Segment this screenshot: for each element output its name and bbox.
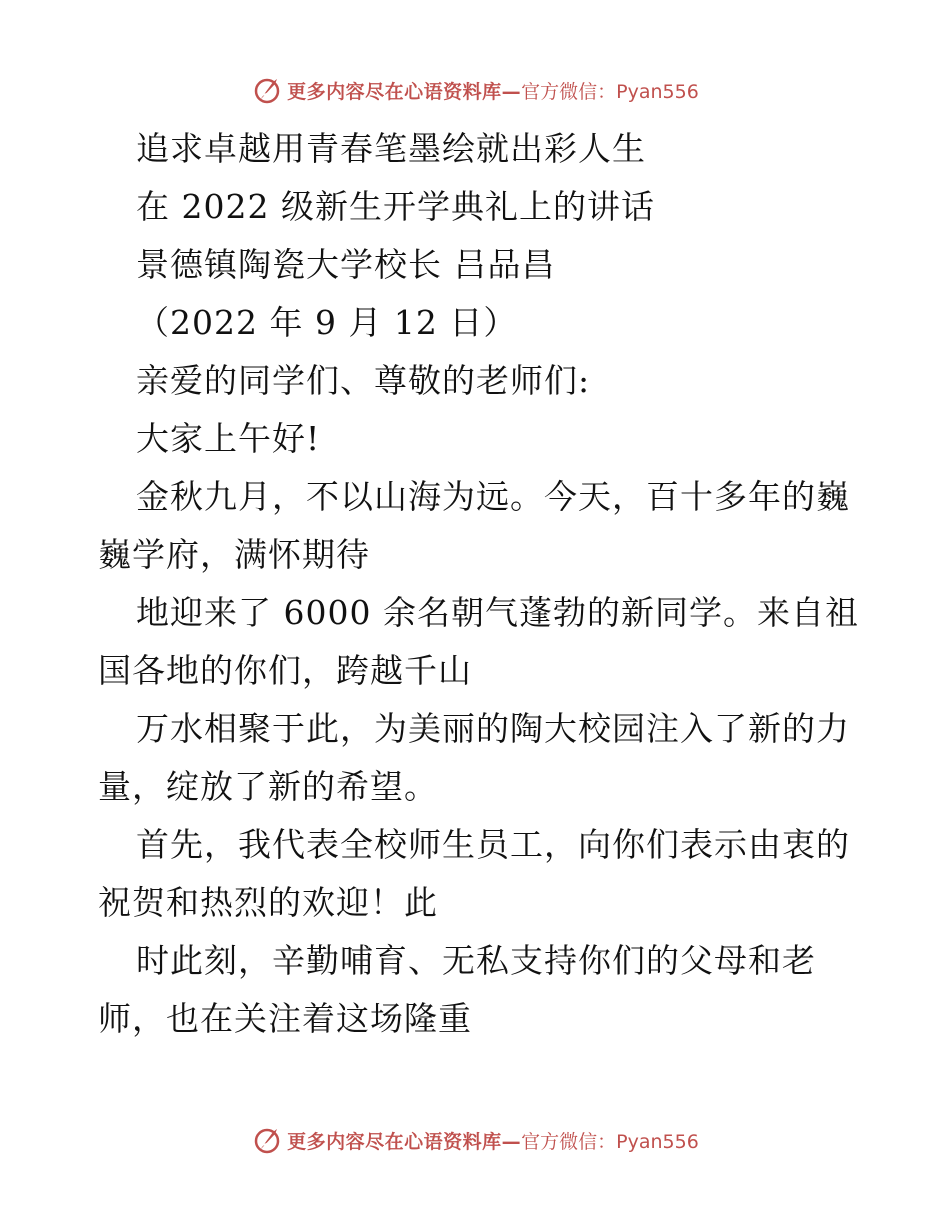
paragraph-line: 国各地的你们，跨越千山 xyxy=(98,651,472,690)
banner-wechat: 官方微信：Pyan556 xyxy=(521,1130,699,1153)
paragraph-line: 万水相聚于此，为美丽的陶大校园注入了新的力 xyxy=(136,709,850,748)
speech-subtitle: 在 2022 级新生开学典礼上的讲话 xyxy=(136,187,655,226)
header-banner xyxy=(0,70,950,110)
speaker-line: 景德镇陶瓷大学校长 吕品昌 xyxy=(136,245,556,284)
paragraph-line: 祝贺和热烈的欢迎！此 xyxy=(98,883,438,922)
paragraph-line: 巍学府，满怀期待 xyxy=(98,535,370,574)
speech-title: 追求卓越用青春笔墨绘就出彩人生 xyxy=(136,129,646,168)
salutation: 亲爱的同学们、尊敬的老师们: xyxy=(136,361,591,400)
paragraph-line: 金秋九月，不以山海为远。今天，百十多年的巍 xyxy=(136,477,850,516)
greeting: 大家上午好! xyxy=(136,419,321,458)
quill-logo-icon xyxy=(251,1124,283,1156)
paragraph-line: 师，也在关注着这场隆重 xyxy=(98,999,472,1038)
date-line: （2022 年 9 月 12 日） xyxy=(136,303,518,342)
banner-wechat: 官方微信：Pyan556 xyxy=(521,80,699,103)
banner-text: 更多内容尽在心语资料库— xyxy=(287,80,522,103)
paragraph-line: 量，绽放了新的希望。 xyxy=(98,767,438,806)
quill-logo-icon xyxy=(251,74,283,106)
paragraph-line: 首先，我代表全校师生员工，向你们表示由衷的 xyxy=(136,825,850,864)
footer-banner xyxy=(0,1120,950,1160)
document-body xyxy=(98,120,858,1048)
paragraph-line: 地迎来了 6000 余名朝气蓬勃的新同学。来自祖 xyxy=(136,593,859,632)
banner-text: 更多内容尽在心语资料库— xyxy=(287,1130,522,1153)
paragraph-line: 时此刻，辛勤哺育、无私支持你们的父母和老 xyxy=(136,941,816,980)
